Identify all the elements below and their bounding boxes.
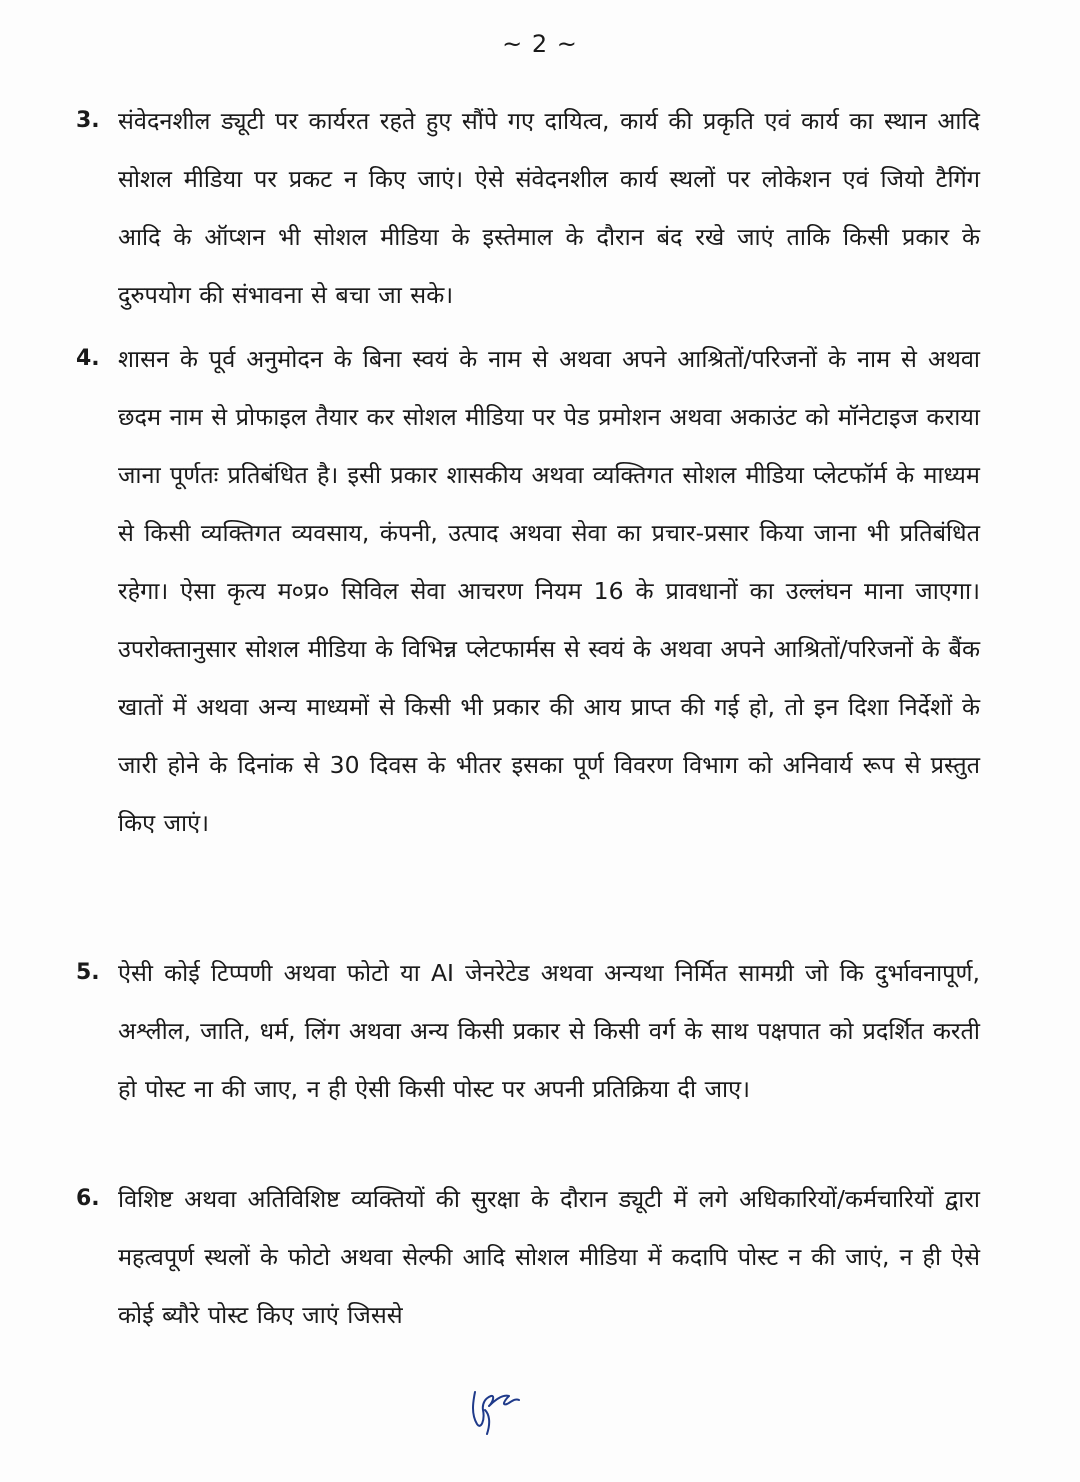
page-number: ~ 2 ~ bbox=[502, 30, 578, 58]
item-text: संवेदनशील ड्यूटी पर कार्यरत रहते हुए सौंपे गए दायित्व, कार्य की प्रकृति एवं कार्य का स्थान आदि सोशल मीडिया पर प्रकट न किए जाएं। ऐसे संवेदनशील कार्य स्थलों पर लोकेशन एवं जियो टैगिंग आदि के ऑप्शन भी सोशल मीडिया के इस्तेमाल के दौरान बंद रखे जाएं ताकि किसी प्रकार के दुरुपयोग की संभावना से बचा जा सके। bbox=[118, 107, 980, 309]
item-text: ऐसी कोई टिप्पणी अथवा फोटो या AI जेनरेटेड अथवा अन्यथा निर्मित सामग्री जो कि दुर्भावनापूर्ण, अश्लील, जाति, धर्म, लिंग अथवा अन्य किसी प्रकार से किसी वर्ग के साथ पक्षपात को प्रदर्शित करती हो पोस्ट ना की जाए, न ही ऐसी किसी पोस्ट पर अपनी प्रतिक्रिया दी जाए। bbox=[118, 959, 980, 1103]
item-number: 3. bbox=[76, 108, 100, 133]
item-number: 4. bbox=[76, 346, 100, 371]
item-text: शासन के पूर्व अनुमोदन के बिना स्वयं के नाम से अथवा अपने आश्रितों/परिजनों के नाम से अथवा छदम नाम से प्रोफाइल तैयार कर सोशल मीडिया पर पेड प्रमोशन अथवा अकाउंट को मॉनेटाइज कराया जाना पूर्णतः प्रतिबंधित है। इसी प्रकार शासकीय अथवा व्यक्तिगत सोशल मीडिया प्लेटफॉर्म के माध्यम से किसी व्यक्तिगत व्यवसाय, कंपनी, उत्पाद अथवा सेवा का प्रचार-प्रसार किया जाना भी प्रतिबंधित रहेगा। ऐसा कृत्य म०प्र० सिविल सेवा आचरण नियम 16 के प्रावधानों का उल्लंघन माना जाएगा। उपरोक्तानुसार सोशल मीडिया के विभिन्न प्लेटफार्मस से स्वयं के अथवा अपने आश्रितों/परिजनों के बैंक खातों में अथवा अन्य माध्यमों से किसी भी प्रकार की आय प्राप्त की गई हो, तो इन दिशा निर्देशों के जारी होने के दिनांक से 30 दिवस के भीतर इसका पूर्ण विवरण विभाग को अनिवार्य रूप से प्रस्तुत किए जाएं। bbox=[118, 345, 980, 837]
item-number: 5. bbox=[76, 960, 100, 985]
item-text: विशिष्ट अथवा अतिविशिष्ट व्यक्तियों की सुरक्षा के दौरान ड्यूटी में लगे अधिकारियों/कर्मचारियों द्वारा महत्वपूर्ण स्थलों के फोटो अथवा सेल्फी आदि सोशल मीडिया में कदापि पोस्ट न की जाएं, न ही ऐसे कोई ब्यौरे पोस्ट किए जाएं जिससे bbox=[118, 1185, 980, 1329]
item-number: 6. bbox=[76, 1186, 100, 1211]
signature-mark bbox=[455, 1380, 535, 1440]
